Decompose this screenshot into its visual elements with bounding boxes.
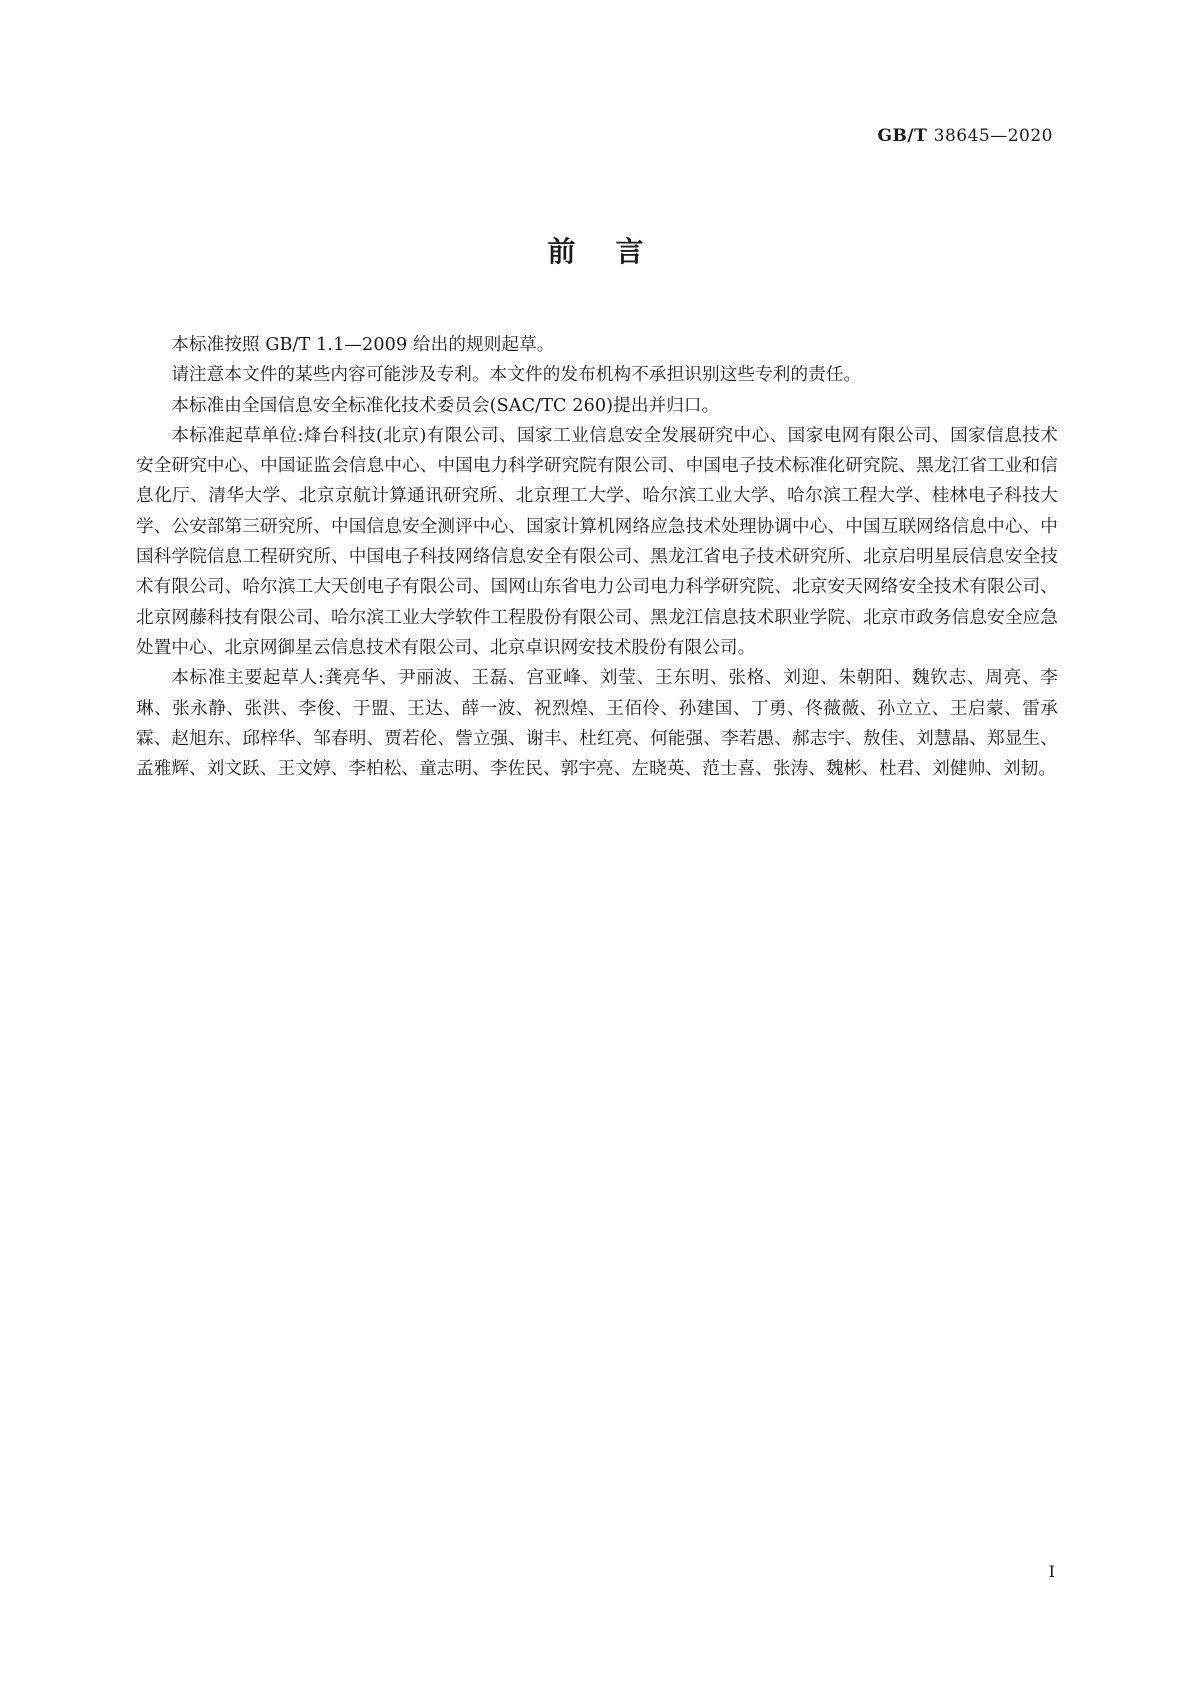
standard-number-header — [877, 126, 1053, 146]
page-title: 前言 — [547, 235, 684, 268]
standard-prefix: GB/T — [877, 126, 928, 146]
paragraph-drafting-units: 本标准起草单位:烽台科技(北京)有限公司、国家工业信息安全发展研究中心、国家电网有限公司、国家信息技术安全研究中心、中国证监会信息中心、中国电力科学研究院有限公司、中国电子技术标准化研究院、黑龙江省工业和信息化厅、清华大学、北京京航计算通讯研究所、北京理工大学、哈尔滨工业大学、哈尔滨工程大学、桂林电子科技大学、公安部第三研究所、中国信息安全测评中心、国家计算机网络应急技术处理协调中心、中国互联网络信息中心、中国科学院信息工程研究所、中国电子科技网络信息安全有限公司、黑龙江省电子技术研究所、北京启明星辰信息安全技术有限公司、哈尔滨工大天创电子有限公司、国网山东省电力公司电力科学研究院、北京安天网络安全技术有限公司、北京网藤科技有限公司、哈尔滨工业大学软件工程股份有限公司、黑龙江信息技术职业学院、北京市政务信息安全应急处置中心、北京网御星云信息技术有限公司、北京卓识网安技术股份有限公司。 — [136, 425, 1058, 658]
standard-code: 38645—2020 — [933, 126, 1053, 146]
paragraph-drafters: 本标准主要起草人:龚亮华、尹丽波、王磊、宫亚峰、刘莹、王东明、张格、刘迎、朱朝阳、魏钦志、周亮、李琳、张永静、张洪、李俊、于盟、王达、薛一波、祝烈煌、王佰伶、孙建国、丁勇、佟薇薇、孙立立、王启蒙、雷承霖、赵旭东、邱梓华、邹春明、贾若伦、訾立强、谢丰、杜红亮、何能强、李若愚、郝志宇、敖佳、刘慧晶、郑显生、孟雅辉、刘文跃、王文婷、李柏松、童志明、李佐民、郭宇亮、左晓英、范士喜、张涛、魏彬、杜君、刘健帅、刘韧。 — [136, 668, 1058, 780]
foreword-body — [136, 330, 1058, 784]
paragraph-patent-notice: 请注意本文件的某些内容可能涉及专利。本文件的发布机构不承担识别这些专利的责任。 — [171, 365, 862, 386]
paragraph-proposer: 本标准由全国信息安全标准化技术委员会(SAC/TC 260)提出并归口。 — [171, 395, 720, 416]
page-number: I — [1048, 1562, 1055, 1581]
paragraph-drafting-rules: 本标准按照 GB/T 1.1—2009 给出的规则起草。 — [171, 335, 555, 355]
